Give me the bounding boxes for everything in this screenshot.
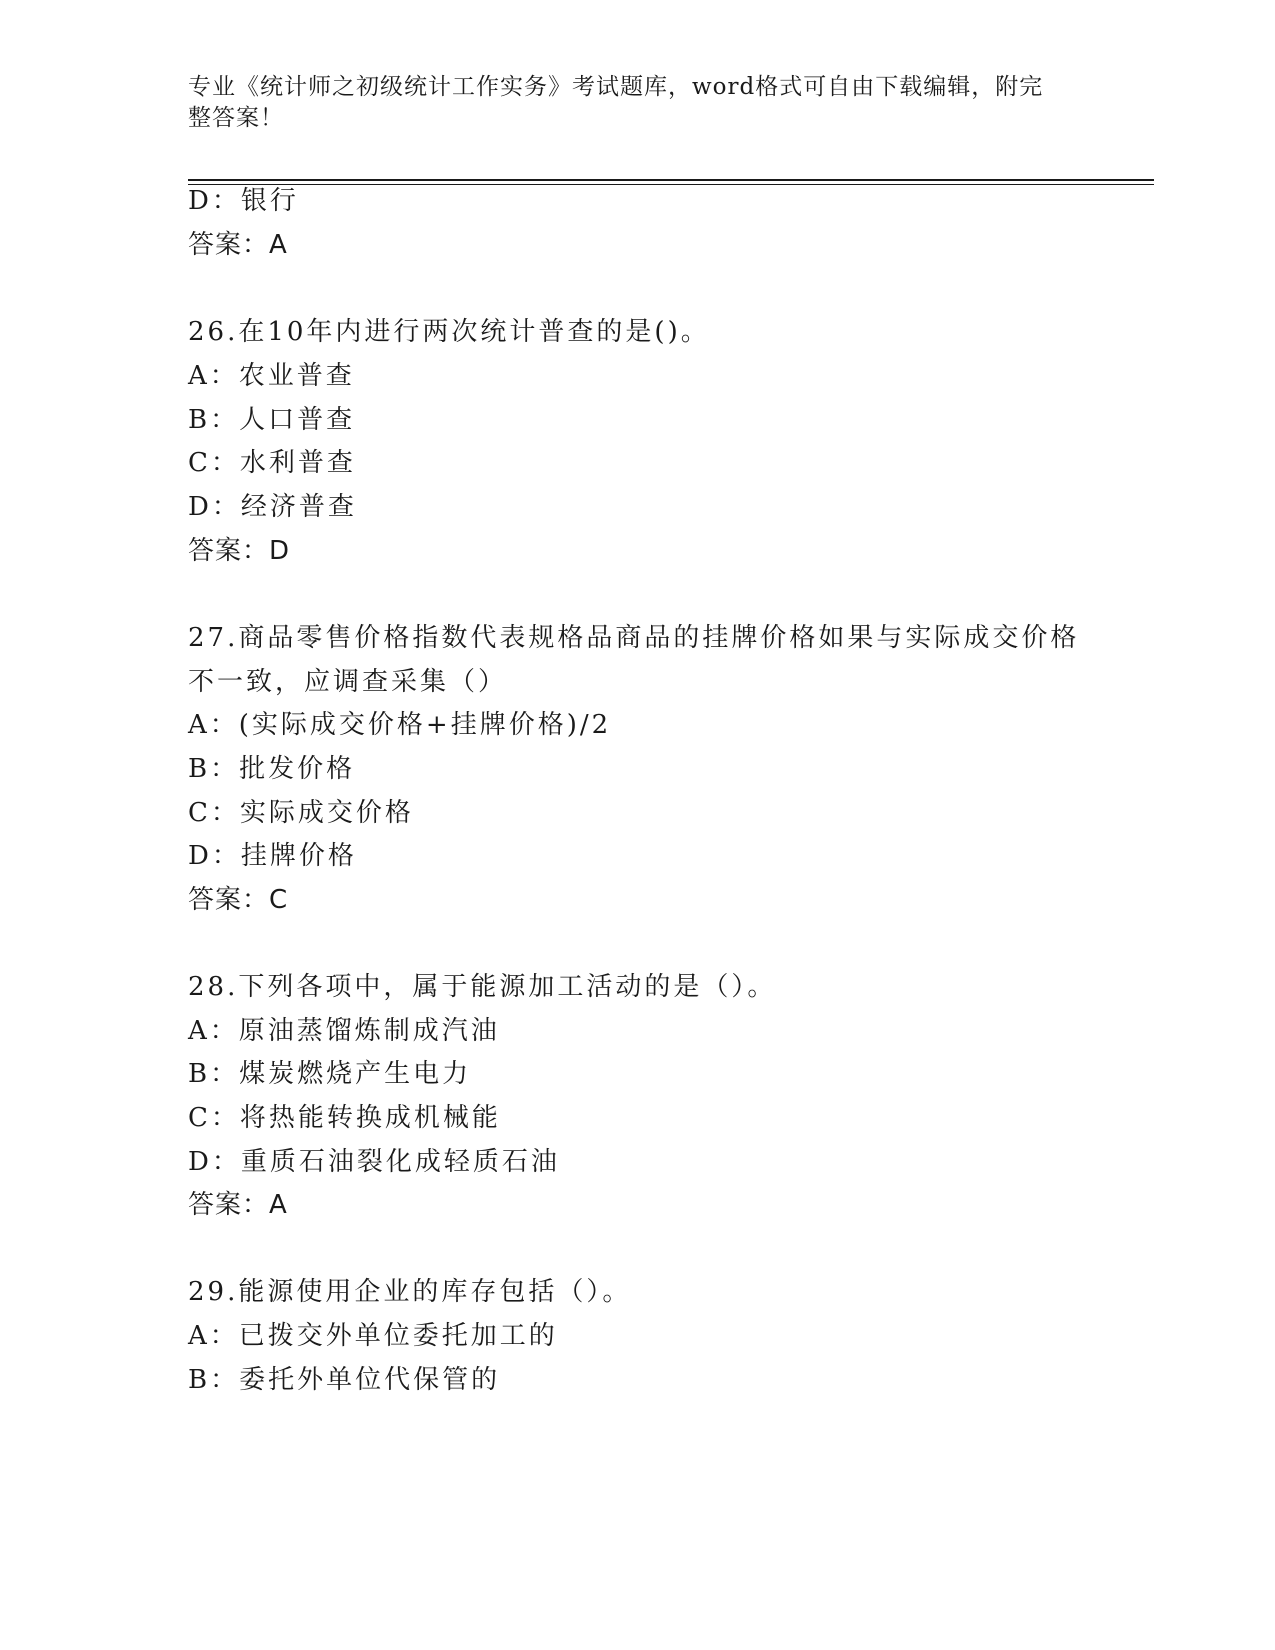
q26-option-d: D：经济普查 — [188, 492, 357, 522]
q26-option-b: B：人口普查 — [188, 405, 356, 435]
q26-stem: 26.在10年内进行两次统计普查的是()。 — [188, 317, 710, 347]
q28-stem: 28.下列各项中，属于能源加工活动的是（）。 — [188, 972, 777, 1002]
q25-option-d: D：银行 — [188, 186, 299, 216]
q28-option-d: D：重质石油裂化成轻质石油 — [188, 1147, 560, 1177]
document-header — [188, 72, 1068, 134]
q29-stem: 29.能源使用企业的库存包括（）。 — [188, 1277, 632, 1307]
q27-option-c: C：实际成交价格 — [188, 798, 414, 828]
header-line-1: 专业《统计师之初级统计工作实务》考试题库，word格式可自由下载编辑，附完 — [188, 74, 1044, 100]
q26-answer: 答案：D — [188, 536, 291, 566]
q29-option-a: A：已拨交外单位委托加工的 — [188, 1321, 558, 1351]
header-line-2: 整答案！ — [188, 105, 284, 131]
q29-option-b: B：委托外单位代保管的 — [188, 1365, 501, 1395]
q26-option-c: C：水利普查 — [188, 448, 356, 478]
q28-option-c: C：将热能转换成机械能 — [188, 1103, 501, 1133]
q25-answer: 答案：A — [188, 230, 288, 260]
q28-answer: 答案：A — [188, 1190, 288, 1220]
header-divider-thick — [188, 179, 1154, 181]
q27-stem-line-2: 不一致，应调查采集（） — [188, 667, 508, 697]
q28-option-a: A：原油蒸馏炼制成汽油 — [188, 1016, 500, 1046]
q27-stem-line-1: 27.商品零售价格指数代表规格品商品的挂牌价格如果与实际成交价格 — [188, 623, 1080, 653]
q28-option-b: B：煤炭燃烧产生电力 — [188, 1059, 472, 1089]
q27-option-d: D：挂牌价格 — [188, 841, 357, 871]
q27-option-b: B：批发价格 — [188, 754, 356, 784]
q27-option-a: A：(实际成交价格+挂牌价格)/2 — [188, 710, 612, 740]
q27-answer: 答案：C — [188, 885, 289, 915]
q26-option-a: A：农业普查 — [188, 361, 355, 391]
